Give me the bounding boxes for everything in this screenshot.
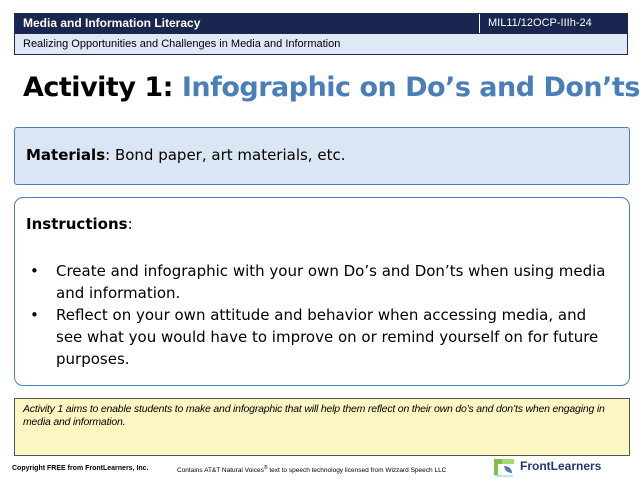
competency-code: MIL11/12OCP-IIIh-24 [479,14,627,33]
list-item [26,304,616,370]
instructions-box [14,197,630,386]
activity-note: Activity 1 aims to enable students to make and infographic that will help them reflect on their own do’s and don’ts when engaging in media and information. [14,398,630,456]
lesson-subtitle: Realizing Opportunities and Challenges in Media and Information [14,34,628,55]
voices-credit [177,465,446,474]
course-title: Media and Information Literacy [23,16,201,30]
bullet-icon: • [30,306,39,324]
brand-name: FrontLearners [520,459,602,473]
title-main: Infographic on Do’s and Don’ts [181,72,640,103]
materials-text: : Bond paper, art materials, etc. [105,146,346,164]
list-item-text: Create and infographic with your own Do’s and Don’ts when using media and information. [56,262,606,302]
list-item [26,260,616,304]
brand-logo [492,456,632,478]
slide-title [23,72,640,103]
header-bar [14,13,628,34]
list-item-text: Reflect on your own attitude and behavior when accessing media, and see what you would have to improve on or remind yourself on for future purposes. [56,306,599,368]
voices-credit-a: Contains AT&T Natural Voices [177,467,264,475]
instructions-list [26,260,616,370]
frontlearners-logo-icon [492,456,516,478]
title-prefix: Activity 1: [23,72,182,103]
materials-box [14,127,630,185]
instructions-label: Instructions [26,215,128,233]
materials-label: Materials [26,146,106,164]
copyright-text: Copyright FREE from FrontLearners, Inc. [12,465,149,472]
instructions-heading [26,215,133,233]
voices-credit-b: text to speech technology licensed from Wizzard Speech LLC [267,467,447,475]
instructions-colon: : [127,215,133,233]
registered-mark: ® [263,465,268,471]
bullet-icon: • [30,262,39,280]
